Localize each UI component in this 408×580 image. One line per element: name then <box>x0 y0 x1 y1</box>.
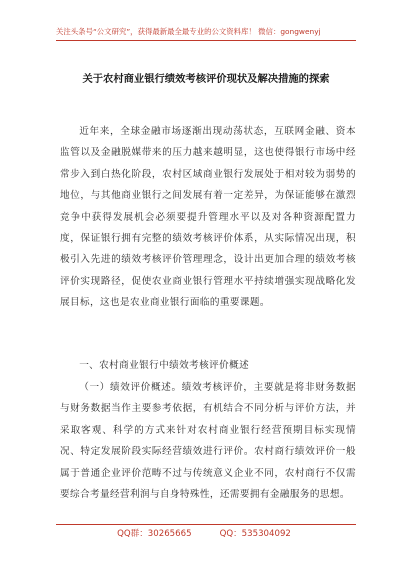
footer-qq-group: QQ群：30265665 <box>117 529 192 539</box>
footer-contact <box>0 527 408 539</box>
document-title: 关于农村商业银行绩效考核评价现状及解决措施的探索 <box>82 73 330 85</box>
subsection-paragraph <box>60 377 356 505</box>
footer-divider <box>56 524 356 525</box>
section-heading: 一、农村商业银行中绩效考核评价概述 <box>79 360 250 371</box>
intro-paragraph-text: 近年来，全球金融市场逐渐出现动荡状态，互联网金融、资本监管以及金融脱媒带来的压力越来越明显，这也使得银行市场中经常步入到白热化阶段，农村区域商业银行发展处于相对较为弱势的地位，与其他商业银行之间发展有着一定差异，为保证能够在激烈竞争中获得发展机会必须要提升管理水平以及对各种资源配置力度，保证银行拥有完整的绩效考核评价体系，从实际情况出现，积极引入先进的绩效考核评价管理理念，设计出更加合理的绩效考核评价实现路径，促使农业商业银行管理水平持续增强实现战略化发展目标，这也是农业商业银行面临的重要课题。 <box>60 126 356 309</box>
header-divider <box>56 40 356 41</box>
intro-paragraph <box>60 121 356 314</box>
subsection-paragraph-text: （一）绩效评价概述。绩效考核评价，主要就是将非财务数据与财务数据当作主要参考依据，有机结合不同分析与评价方法，并采取客观、科学的方式来针对农村商业银行经营预期目标实现情况、特定发展阶段实际经营绩效进行评价。农村商行绩效评价一般属于普通企业评价范畴不过与传统意义企业不同，农村商行不仅需要综合考量经营利润与自身特殊性，还需要拥有金融服务的思想。 <box>60 382 356 501</box>
footer-qq-contact: QQ：535304092 <box>219 529 291 539</box>
header-banner: 关注头条号“公文研究”，获得最新最全最专业的公文资料库！ 微信：gongwenyj <box>56 27 321 36</box>
